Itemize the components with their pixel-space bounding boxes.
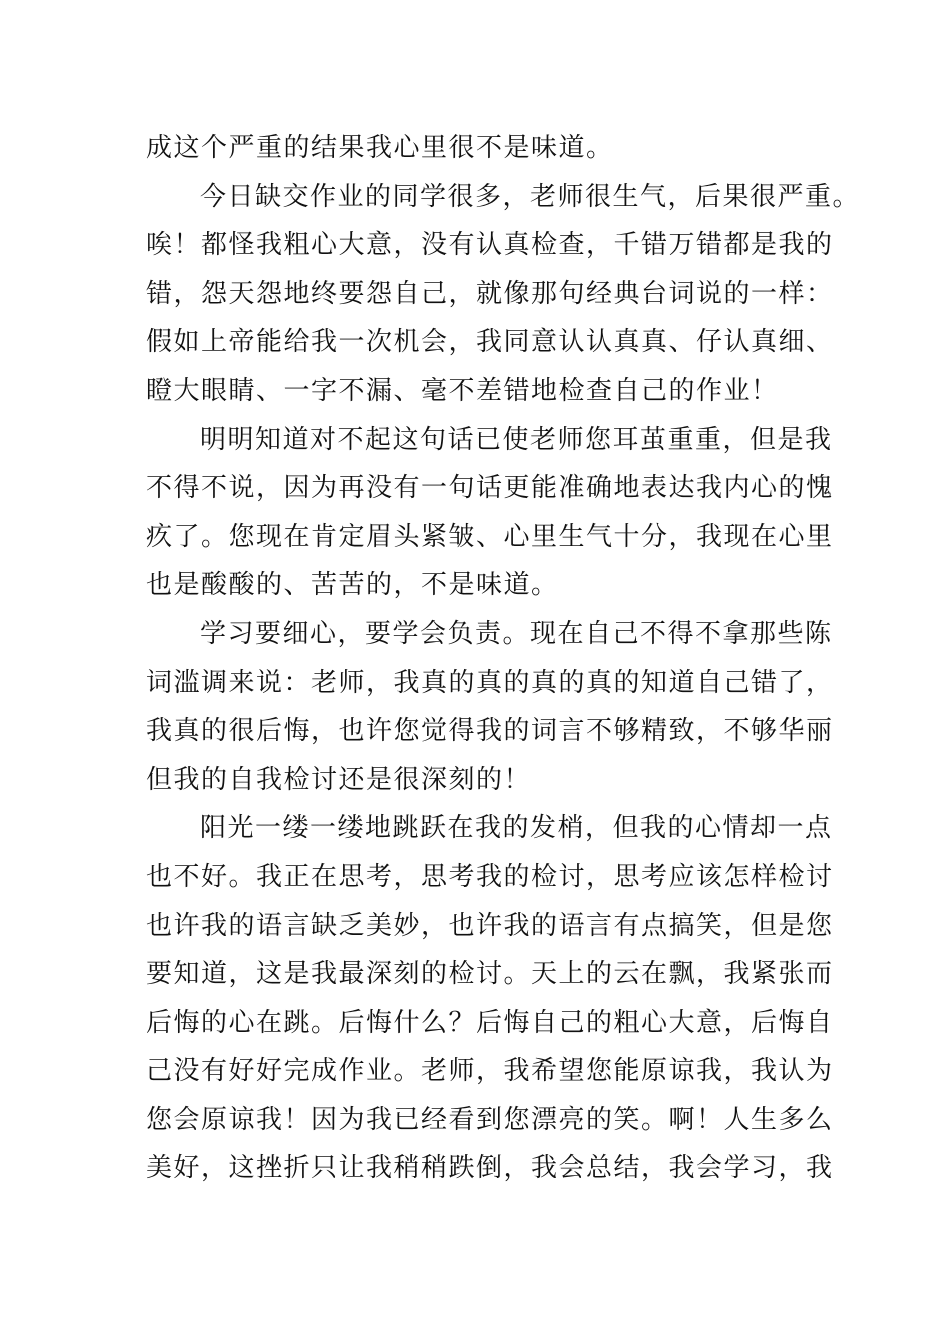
text-line: 也是酸酸的、苦苦的，不是味道。	[146, 570, 559, 601]
text-line: 瞪大眼睛、一字不漏、毫不差错地检查自己的作业！	[146, 375, 779, 406]
text-line: 假如上帝能给我一次机会，我同意认认真真、仔认真细、	[146, 327, 834, 358]
text-line: 美好，这挫折只让我稍稍跌倒，我会总结，我会学习，我	[146, 1153, 834, 1184]
text-line: 明明知道对不起这句话已使老师您耳茧重重，但是我	[200, 424, 833, 455]
text-line: 要知道，这是我最深刻的检讨。天上的云在飘，我紧张而	[146, 959, 834, 990]
text-line: 后悔的心在跳。后悔什么？后悔自己的粗心大意，后悔自	[146, 1007, 834, 1038]
text-line: 我真的很后悔，也许您觉得我的词言不够精致，不够华丽	[146, 716, 834, 747]
text-line: 阳光一缕一缕地跳跃在我的发梢，但我的心情却一点	[200, 813, 833, 844]
text-line: 唉！都怪我粗心大意，没有认真检查，千错万错都是我的	[146, 230, 834, 261]
body-text	[146, 124, 861, 1193]
text-line: 成这个严重的结果我心里很不是味道。	[146, 133, 614, 163]
text-line: 学习要细心，要学会负责。现在自己不得不拿那些陈	[200, 618, 833, 649]
text-line: 词滥调来说：老师，我真的真的真的真的知道自己错了，	[146, 667, 834, 698]
text-line: 也许我的语言缺乏美妙，也许我的语言有点搞笑，但是您	[146, 910, 834, 941]
text-line: 疚了。您现在肯定眉头紧皱、心里生气十分，我现在心里	[146, 521, 834, 552]
text-line: 今日缺交作业的同学很多，老师很生气，后果很严重。	[200, 181, 861, 212]
text-line: 您会原谅我！因为我已经看到您漂亮的笑。啊！人生多么	[146, 1104, 834, 1135]
text-line: 己没有好好完成作业。老师，我希望您能原谅我，我认为	[146, 1056, 834, 1087]
text-line: 但我的自我检讨还是很深刻的！	[146, 764, 532, 795]
text-line: 错，怨天怨地终要怨自己，就像那句经典台词说的一样：	[146, 278, 834, 309]
text-line: 不得不说，因为再没有一句话更能准确地表达我内心的愧	[146, 473, 834, 504]
text-line: 也不好。我正在思考，思考我的检讨，思考应该怎样检讨	[146, 861, 834, 892]
